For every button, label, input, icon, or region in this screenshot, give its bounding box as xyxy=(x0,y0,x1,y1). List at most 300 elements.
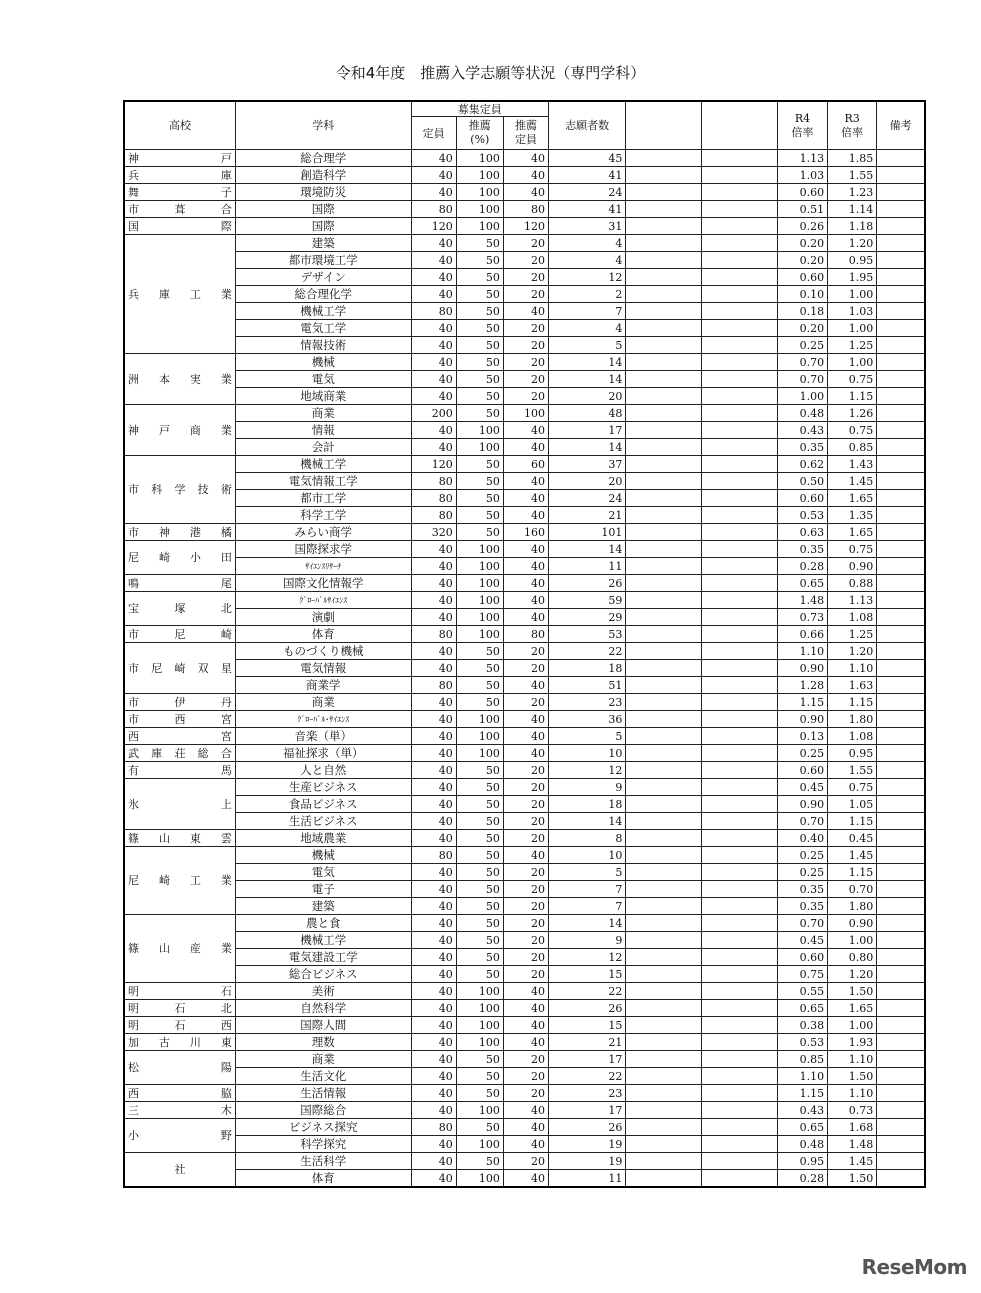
applicants-cell: 26 xyxy=(549,1000,626,1017)
dept-name-cell: 国際総合 xyxy=(235,1102,411,1119)
applicants-cell: 14 xyxy=(549,354,626,371)
blank-cell-2 xyxy=(701,609,777,626)
quota-cell: 40 xyxy=(411,354,456,371)
applicants-cell: 14 xyxy=(549,915,626,932)
blank-cell-2 xyxy=(701,1051,777,1068)
remarks-cell xyxy=(877,694,925,711)
r4-ratio-cell: 0.13 xyxy=(777,728,827,745)
blank-cell-2 xyxy=(701,473,777,490)
rec-quota-cell: 40 xyxy=(503,592,548,609)
blank-cell-2 xyxy=(701,898,777,915)
quota-cell: 80 xyxy=(411,490,456,507)
r3-ratio-cell: 1.68 xyxy=(828,1119,877,1136)
school-name-cell: 市 尼 崎 xyxy=(124,626,235,643)
r4-ratio-cell: 0.35 xyxy=(777,541,827,558)
r4-ratio-cell: 0.45 xyxy=(777,932,827,949)
dept-name-cell: 商業学 xyxy=(235,677,411,694)
applicants-cell: 51 xyxy=(549,677,626,694)
r4-ratio-cell: 0.25 xyxy=(777,847,827,864)
quota-cell: 40 xyxy=(411,949,456,966)
rec-quota-cell: 120 xyxy=(503,218,548,235)
blank-cell-2 xyxy=(701,864,777,881)
applicants-cell: 23 xyxy=(549,1085,626,1102)
school-name-cell: 市科学技術 xyxy=(124,456,235,524)
rec-pct-cell: 50 xyxy=(456,830,503,847)
blank-cell-2 xyxy=(701,983,777,1000)
applicants-cell: 12 xyxy=(549,269,626,286)
r3-ratio-cell: 1.14 xyxy=(828,201,877,218)
table-row xyxy=(124,898,925,915)
applicants-cell: 26 xyxy=(549,575,626,592)
blank-cell-1 xyxy=(626,303,701,320)
applicants-cell: 41 xyxy=(549,201,626,218)
applicants-cell: 14 xyxy=(549,813,626,830)
dept-name-cell: 電子 xyxy=(235,881,411,898)
quota-cell: 40 xyxy=(411,1153,456,1170)
school-name-cell: 氷 上 xyxy=(124,779,235,830)
applicants-cell: 15 xyxy=(549,966,626,983)
r4-ratio-cell: 0.43 xyxy=(777,422,827,439)
table-row xyxy=(124,1068,925,1085)
remarks-cell xyxy=(877,847,925,864)
table-row xyxy=(124,1153,925,1170)
blank-cell-2 xyxy=(701,422,777,439)
r4-ratio-cell: 0.45 xyxy=(777,779,827,796)
blank-cell-1 xyxy=(626,541,701,558)
quota-cell: 40 xyxy=(411,881,456,898)
r3-ratio-cell: 1.00 xyxy=(828,286,877,303)
blank-cell-1 xyxy=(626,1085,701,1102)
school-name-cell: 有 馬 xyxy=(124,762,235,779)
rec-pct-cell: 100 xyxy=(456,745,503,762)
blank-cell-1 xyxy=(626,1153,701,1170)
rec-pct-cell: 50 xyxy=(456,1119,503,1136)
r4-ratio-cell: 0.90 xyxy=(777,711,827,728)
quota-cell: 80 xyxy=(411,303,456,320)
applicants-cell: 4 xyxy=(549,252,626,269)
quota-cell: 40 xyxy=(411,762,456,779)
r4-ratio-cell: 0.90 xyxy=(777,660,827,677)
rec-pct-cell: 100 xyxy=(456,983,503,1000)
quota-cell: 40 xyxy=(411,1102,456,1119)
remarks-cell xyxy=(877,932,925,949)
table-row xyxy=(124,201,925,218)
remarks-cell xyxy=(877,320,925,337)
rec-pct-cell: 50 xyxy=(456,932,503,949)
blank-cell-1 xyxy=(626,711,701,728)
rec-quota-cell: 40 xyxy=(503,728,548,745)
table-row xyxy=(124,949,925,966)
blank-cell-1 xyxy=(626,966,701,983)
rec-quota-cell: 40 xyxy=(503,184,548,201)
blank-cell-1 xyxy=(626,439,701,456)
rec-pct-cell: 50 xyxy=(456,371,503,388)
remarks-cell xyxy=(877,201,925,218)
r3-ratio-cell: 1.65 xyxy=(828,1000,877,1017)
blank-cell-2 xyxy=(701,847,777,864)
remarks-cell xyxy=(877,779,925,796)
rec-pct-cell: 50 xyxy=(456,405,503,422)
r3-ratio-cell: 0.95 xyxy=(828,745,877,762)
rec-pct-cell: 50 xyxy=(456,388,503,405)
r4-ratio-cell: 0.53 xyxy=(777,507,827,524)
quota-cell: 40 xyxy=(411,1051,456,1068)
remarks-cell xyxy=(877,303,925,320)
quota-cell: 40 xyxy=(411,1136,456,1153)
table-row xyxy=(124,303,925,320)
r3-ratio-cell: 1.65 xyxy=(828,490,877,507)
quota-cell: 40 xyxy=(411,728,456,745)
dept-name-cell: 科学工学 xyxy=(235,507,411,524)
blank-cell-1 xyxy=(626,643,701,660)
quota-cell: 40 xyxy=(411,371,456,388)
rec-quota-cell: 20 xyxy=(503,864,548,881)
r3-ratio-cell: 1.43 xyxy=(828,456,877,473)
table-row xyxy=(124,422,925,439)
r4-ratio-cell: 0.60 xyxy=(777,949,827,966)
dept-name-cell: 農と食 xyxy=(235,915,411,932)
r4-ratio-cell: 0.28 xyxy=(777,558,827,575)
blank-cell-1 xyxy=(626,167,701,184)
rec-quota-cell: 40 xyxy=(503,609,548,626)
remarks-cell xyxy=(877,949,925,966)
remarks-cell xyxy=(877,541,925,558)
rec-quota-cell: 40 xyxy=(503,847,548,864)
r3-ratio-cell: 0.90 xyxy=(828,558,877,575)
dept-name-cell: ｻｲｴﾝｽﾘｻｰﾁ xyxy=(235,558,411,575)
blank-cell-2 xyxy=(701,1170,777,1188)
rec-pct-cell: 50 xyxy=(456,320,503,337)
remarks-cell xyxy=(877,1153,925,1170)
dept-name-cell: 科学探究 xyxy=(235,1136,411,1153)
applicants-cell: 21 xyxy=(549,1034,626,1051)
r3-ratio-cell: 0.45 xyxy=(828,830,877,847)
r4-ratio-cell: 0.51 xyxy=(777,201,827,218)
school-name-cell: 市神港橘 xyxy=(124,524,235,541)
dept-name-cell: 地域農業 xyxy=(235,830,411,847)
rec-quota-cell: 20 xyxy=(503,694,548,711)
rec-quota-cell: 20 xyxy=(503,949,548,966)
dept-name-cell: 生活情報 xyxy=(235,1085,411,1102)
blank-cell-2 xyxy=(701,303,777,320)
blank-cell-2 xyxy=(701,813,777,830)
table-row xyxy=(124,626,925,643)
applicants-cell: 45 xyxy=(549,150,626,167)
quota-cell: 120 xyxy=(411,456,456,473)
remarks-cell xyxy=(877,1085,925,1102)
rec-quota-cell: 20 xyxy=(503,371,548,388)
applicants-cell: 8 xyxy=(549,830,626,847)
applicants-cell: 20 xyxy=(549,473,626,490)
table-row xyxy=(124,1170,925,1188)
quota-cell: 80 xyxy=(411,847,456,864)
rec-pct-cell: 100 xyxy=(456,728,503,745)
quota-cell: 40 xyxy=(411,1034,456,1051)
blank-cell-1 xyxy=(626,1136,701,1153)
dept-name-cell: 体育 xyxy=(235,626,411,643)
blank-cell-2 xyxy=(701,1085,777,1102)
rec-pct-cell: 100 xyxy=(456,558,503,575)
blank-cell-2 xyxy=(701,711,777,728)
quota-cell: 40 xyxy=(411,1068,456,1085)
r4-ratio-cell: 0.70 xyxy=(777,813,827,830)
table-row xyxy=(124,915,925,932)
r4-ratio-cell: 1.48 xyxy=(777,592,827,609)
r4-ratio-cell: 0.35 xyxy=(777,898,827,915)
rec-pct-cell: 50 xyxy=(456,303,503,320)
blank-cell-1 xyxy=(626,354,701,371)
blank-cell-2 xyxy=(701,201,777,218)
dept-name-cell: 総合理学 xyxy=(235,150,411,167)
blank-cell-1 xyxy=(626,201,701,218)
blank-cell-1 xyxy=(626,473,701,490)
school-name-cell: 篠山東雲 xyxy=(124,830,235,847)
dept-name-cell: 機械工学 xyxy=(235,456,411,473)
rec-quota-cell: 40 xyxy=(503,541,548,558)
table-row xyxy=(124,813,925,830)
r4-ratio-cell: 0.66 xyxy=(777,626,827,643)
school-name-cell: 明 石 xyxy=(124,983,235,1000)
applicants-cell: 101 xyxy=(549,524,626,541)
rec-quota-cell: 20 xyxy=(503,1051,548,1068)
rec-quota-cell: 20 xyxy=(503,1068,548,1085)
quota-cell: 40 xyxy=(411,592,456,609)
table-row xyxy=(124,150,925,167)
remarks-cell xyxy=(877,507,925,524)
table-row xyxy=(124,490,925,507)
dept-name-cell: 演劇 xyxy=(235,609,411,626)
r4-ratio-cell: 1.15 xyxy=(777,1085,827,1102)
blank-cell-2 xyxy=(701,167,777,184)
applicants-cell: 31 xyxy=(549,218,626,235)
quota-cell: 40 xyxy=(411,150,456,167)
table-row xyxy=(124,439,925,456)
r4-ratio-cell: 0.20 xyxy=(777,320,827,337)
applicants-cell: 22 xyxy=(549,983,626,1000)
quota-cell: 40 xyxy=(411,966,456,983)
applicants-cell: 12 xyxy=(549,949,626,966)
blank-cell-1 xyxy=(626,949,701,966)
r3-ratio-cell: 1.20 xyxy=(828,643,877,660)
quota-cell: 80 xyxy=(411,473,456,490)
remarks-cell xyxy=(877,1068,925,1085)
dept-name-cell: 創造科学 xyxy=(235,167,411,184)
rec-quota-cell: 40 xyxy=(503,490,548,507)
remarks-cell xyxy=(877,898,925,915)
remarks-cell xyxy=(877,1170,925,1188)
table-row xyxy=(124,575,925,592)
applicants-cell: 7 xyxy=(549,881,626,898)
dept-name-cell: 自然科学 xyxy=(235,1000,411,1017)
rec-pct-cell: 50 xyxy=(456,354,503,371)
rec-pct-cell: 50 xyxy=(456,507,503,524)
dept-name-cell: 生活文化 xyxy=(235,1068,411,1085)
table-row xyxy=(124,1102,925,1119)
quota-cell: 40 xyxy=(411,694,456,711)
remarks-cell xyxy=(877,388,925,405)
r3-ratio-cell: 1.80 xyxy=(828,898,877,915)
applicants-cell: 7 xyxy=(549,898,626,915)
applicants-cell: 10 xyxy=(549,745,626,762)
rec-quota-cell: 20 xyxy=(503,898,548,915)
quota-cell: 40 xyxy=(411,711,456,728)
rec-pct-cell: 100 xyxy=(456,592,503,609)
r3-ratio-cell: 0.75 xyxy=(828,371,877,388)
r3-ratio-cell: 1.15 xyxy=(828,694,877,711)
r3-ratio-cell: 1.20 xyxy=(828,235,877,252)
dept-name-cell: 国際文化情報学 xyxy=(235,575,411,592)
r3-ratio-cell: 1.35 xyxy=(828,507,877,524)
remarks-cell xyxy=(877,235,925,252)
rec-quota-cell: 20 xyxy=(503,813,548,830)
r4-ratio-cell: 0.53 xyxy=(777,1034,827,1051)
blank-cell-1 xyxy=(626,932,701,949)
rec-pct-cell: 100 xyxy=(456,711,503,728)
blank-cell-2 xyxy=(701,830,777,847)
school-name-cell: 尼崎工業 xyxy=(124,847,235,915)
r4-ratio-cell: 0.65 xyxy=(777,1119,827,1136)
blank-cell-1 xyxy=(626,252,701,269)
remarks-cell xyxy=(877,405,925,422)
rec-pct-cell: 50 xyxy=(456,643,503,660)
r3-ratio-cell: 1.00 xyxy=(828,320,877,337)
blank-cell-2 xyxy=(701,286,777,303)
rec-quota-cell: 20 xyxy=(503,235,548,252)
header-quota-group: 募集定員 xyxy=(411,101,548,117)
dept-name-cell: 総合理化学 xyxy=(235,286,411,303)
rec-quota-cell: 20 xyxy=(503,1153,548,1170)
r3-ratio-cell: 1.23 xyxy=(828,184,877,201)
r3-ratio-cell: 1.25 xyxy=(828,626,877,643)
school-name-cell: 尼崎小田 xyxy=(124,541,235,575)
quota-cell: 80 xyxy=(411,507,456,524)
quota-cell: 40 xyxy=(411,575,456,592)
dept-name-cell: 食品ビジネス xyxy=(235,796,411,813)
blank-cell-1 xyxy=(626,150,701,167)
table-row xyxy=(124,694,925,711)
blank-cell-2 xyxy=(701,762,777,779)
rec-pct-cell: 100 xyxy=(456,1136,503,1153)
blank-cell-2 xyxy=(701,1153,777,1170)
rec-quota-cell: 20 xyxy=(503,881,548,898)
applicants-cell: 23 xyxy=(549,694,626,711)
r3-ratio-cell: 1.15 xyxy=(828,864,877,881)
remarks-cell xyxy=(877,983,925,1000)
table-row xyxy=(124,354,925,371)
rec-quota-cell: 40 xyxy=(503,1136,548,1153)
blank-cell-1 xyxy=(626,745,701,762)
r3-ratio-cell: 0.95 xyxy=(828,252,877,269)
quota-cell: 40 xyxy=(411,320,456,337)
quota-cell: 120 xyxy=(411,218,456,235)
r3-ratio-cell: 1.20 xyxy=(828,966,877,983)
rec-quota-cell: 20 xyxy=(503,762,548,779)
blank-cell-1 xyxy=(626,507,701,524)
r4-ratio-cell: 0.73 xyxy=(777,609,827,626)
blank-cell-1 xyxy=(626,898,701,915)
table-row xyxy=(124,218,925,235)
rec-quota-cell: 40 xyxy=(503,983,548,1000)
r4-ratio-cell: 1.13 xyxy=(777,150,827,167)
dept-name-cell: 電気 xyxy=(235,371,411,388)
rec-pct-cell: 100 xyxy=(456,541,503,558)
blank-cell-2 xyxy=(701,1068,777,1085)
rec-quota-cell: 40 xyxy=(503,1102,548,1119)
rec-pct-cell: 50 xyxy=(456,473,503,490)
rec-pct-cell: 100 xyxy=(456,609,503,626)
r3-ratio-cell: 1.50 xyxy=(828,1068,877,1085)
rec-quota-cell: 40 xyxy=(503,575,548,592)
table-row xyxy=(124,677,925,694)
table-row xyxy=(124,643,925,660)
dept-name-cell: みらい商学 xyxy=(235,524,411,541)
quota-cell: 80 xyxy=(411,1119,456,1136)
rec-quota-cell: 20 xyxy=(503,643,548,660)
table-row xyxy=(124,932,925,949)
rec-quota-cell: 40 xyxy=(503,473,548,490)
table-row xyxy=(124,1017,925,1034)
blank-cell-2 xyxy=(701,507,777,524)
blank-cell-1 xyxy=(626,609,701,626)
quota-cell: 40 xyxy=(411,388,456,405)
table-row xyxy=(124,881,925,898)
dept-name-cell: 電気情報 xyxy=(235,660,411,677)
blank-cell-2 xyxy=(701,881,777,898)
rec-pct-cell: 100 xyxy=(456,184,503,201)
rec-pct-cell: 50 xyxy=(456,762,503,779)
quota-cell: 40 xyxy=(411,167,456,184)
remarks-cell xyxy=(877,881,925,898)
r4-ratio-cell: 0.63 xyxy=(777,524,827,541)
blank-cell-1 xyxy=(626,881,701,898)
remarks-cell xyxy=(877,830,925,847)
blank-cell-1 xyxy=(626,813,701,830)
blank-cell-1 xyxy=(626,728,701,745)
quota-cell: 40 xyxy=(411,541,456,558)
dept-name-cell: 機械工学 xyxy=(235,303,411,320)
r4-ratio-cell: 0.60 xyxy=(777,269,827,286)
r4-ratio-cell: 0.18 xyxy=(777,303,827,320)
quota-cell: 40 xyxy=(411,830,456,847)
r3-ratio-cell: 1.05 xyxy=(828,796,877,813)
quota-cell: 40 xyxy=(411,439,456,456)
applicants-cell: 9 xyxy=(549,932,626,949)
applicants-cell: 5 xyxy=(549,728,626,745)
r4-ratio-cell: 0.38 xyxy=(777,1017,827,1034)
blank-cell-1 xyxy=(626,524,701,541)
dept-name-cell: 商業 xyxy=(235,1051,411,1068)
quota-cell: 320 xyxy=(411,524,456,541)
blank-cell-1 xyxy=(626,388,701,405)
r3-ratio-cell: 0.80 xyxy=(828,949,877,966)
rec-quota-cell: 20 xyxy=(503,337,548,354)
rec-pct-cell: 50 xyxy=(456,796,503,813)
dept-name-cell: ビジネス探究 xyxy=(235,1119,411,1136)
r4-ratio-cell: 0.35 xyxy=(777,439,827,456)
header-rec-quota: 推薦 定員 xyxy=(503,117,548,150)
rec-quota-cell: 20 xyxy=(503,388,548,405)
r4-ratio-cell: 0.65 xyxy=(777,575,827,592)
dept-name-cell: 総合ビジネス xyxy=(235,966,411,983)
quota-cell: 40 xyxy=(411,1017,456,1034)
school-name-cell: 市 西 宮 xyxy=(124,711,235,728)
blank-cell-1 xyxy=(626,983,701,1000)
school-name-cell: 加古川東 xyxy=(124,1034,235,1051)
blank-cell-1 xyxy=(626,405,701,422)
rec-pct-cell: 50 xyxy=(456,1153,503,1170)
dept-name-cell: ｸﾞﾛｰﾊﾞﾙ･ｻｲｴﾝｽ xyxy=(235,711,411,728)
quota-cell: 40 xyxy=(411,1000,456,1017)
